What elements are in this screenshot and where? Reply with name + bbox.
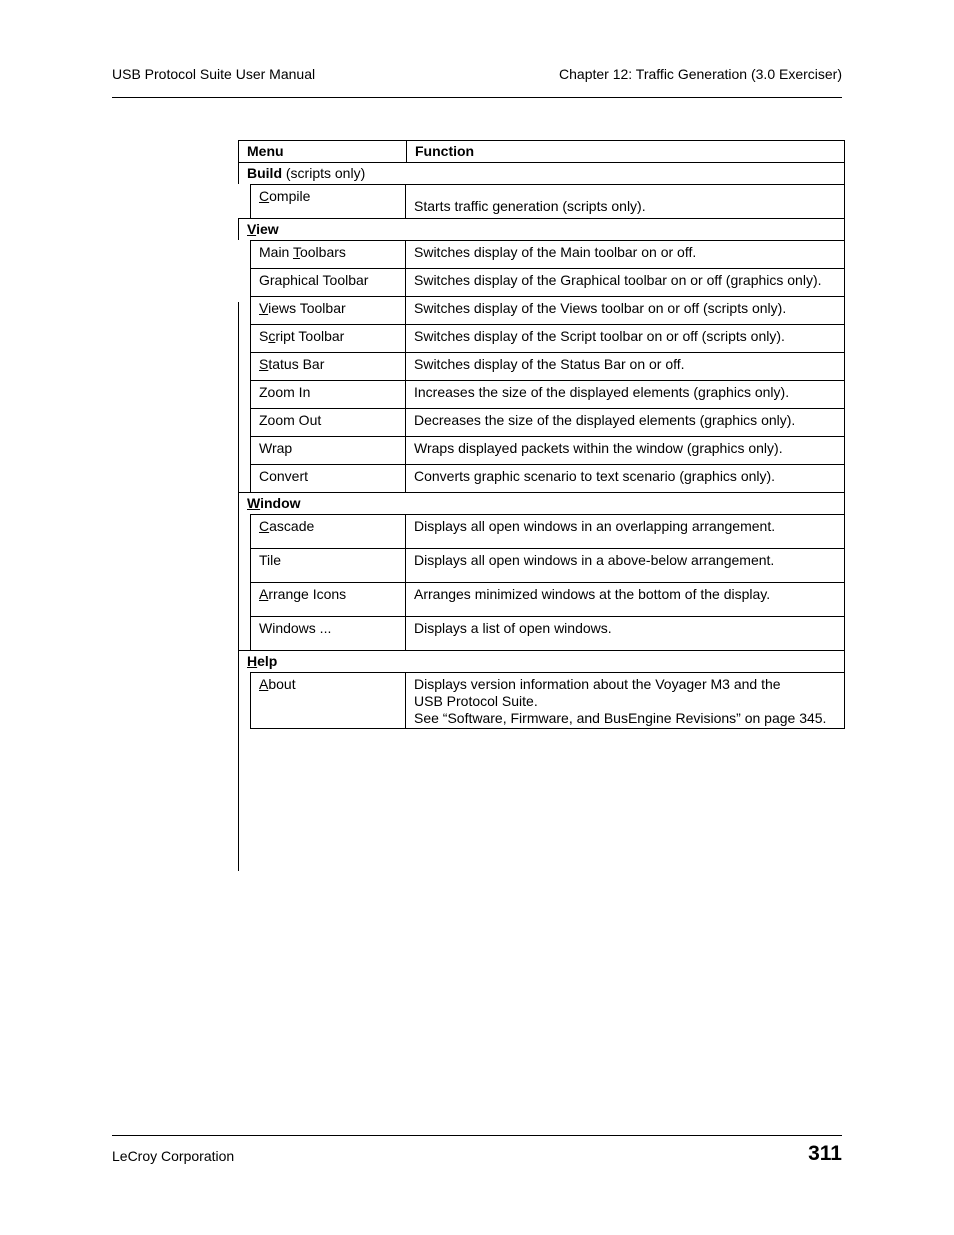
- menu-label: Main Toolbars: [251, 241, 406, 268]
- mnemonic: C: [259, 188, 270, 204]
- menu-item-script-toolbar: [250, 324, 845, 352]
- menu-item-tile: [250, 548, 845, 582]
- section-help: [238, 650, 845, 672]
- menu-label: About: [251, 673, 406, 728]
- chapter-title: Chapter 12: Traffic Generation (3.0 Exerciser): [559, 66, 842, 82]
- menu-label: Arrange Icons: [251, 583, 406, 616]
- menu-label: Convert: [251, 465, 406, 492]
- manual-title: USB Protocol Suite User Manual: [112, 66, 316, 82]
- menu-function: Switches display of the Main toolbar on or off.: [414, 244, 697, 260]
- menu-function: Switches display of the Views toolbar on or off (scripts only).: [414, 300, 787, 316]
- menu-function: Displays a list of open windows.: [414, 620, 612, 636]
- menu-function: Displays all open windows in a above-below arrangement.: [414, 552, 775, 568]
- section-title: Help: [247, 653, 278, 669]
- function-line: USB Protocol Suite.: [414, 693, 538, 709]
- menu-function-table: [238, 140, 845, 729]
- menu-item-views-toolbar: [250, 296, 845, 324]
- menu-label: Compile: [251, 185, 406, 218]
- footer-divider: [112, 1135, 842, 1136]
- menu-label: Views Toolbar: [251, 297, 406, 324]
- section-view: [238, 218, 845, 240]
- menu-function: Arranges minimized windows at the bottom of the display.: [414, 586, 771, 602]
- page-number: 311: [808, 1142, 842, 1165]
- menu-item-graphical-toolbar: [250, 268, 845, 296]
- menu-label: Status Bar: [251, 353, 406, 380]
- menu-item-zoom-in: [250, 380, 845, 408]
- section-build: [238, 162, 845, 184]
- running-header: [112, 66, 842, 84]
- section-title: Window: [247, 495, 301, 511]
- header-divider: [112, 97, 842, 98]
- menu-function: Switches display of the Graphical toolbar on or off (graphics only).: [414, 272, 822, 288]
- menu-label: Zoom In: [251, 381, 406, 408]
- menu-label: Script Toolbar: [251, 325, 406, 352]
- menu-function: Switches display of the Script toolbar on or off (scripts only).: [414, 328, 785, 344]
- company-name: LeCroy Corporation: [112, 1148, 235, 1164]
- section-window: [238, 492, 845, 514]
- menu-label: Graphical Toolbar: [251, 269, 406, 296]
- menu-function: Decreases the size of the displayed elements (graphics only).: [414, 412, 796, 428]
- menu-label: Wrap: [251, 437, 406, 464]
- menu-function: Displays all open windows in an overlapping arrangement.: [414, 518, 776, 534]
- menu-label: Cascade: [251, 515, 406, 548]
- table-header-row: [238, 140, 845, 162]
- menu-function: [406, 673, 844, 728]
- menu-label: Zoom Out: [251, 409, 406, 436]
- function-line: See “Software, Firmware, and BusEngine Revisions” on page 345.: [414, 710, 827, 726]
- menu-item-convert: [250, 464, 845, 492]
- menu-function: Converts graphic scenario to text scenario (graphics only).: [414, 468, 776, 484]
- menu-function: Wraps displayed packets within the window (graphics only).: [414, 440, 783, 456]
- function-line: Displays version information about the Voyager M3 and the: [414, 676, 781, 692]
- menu-item-main-toolbars: [250, 240, 845, 268]
- header-function: Function: [415, 143, 475, 159]
- menu-label: Tile: [251, 549, 406, 582]
- menu-function: Increases the size of the displayed elements (graphics only).: [414, 384, 790, 400]
- menu-item-about: [250, 672, 845, 729]
- menu-item-zoom-out: [250, 408, 845, 436]
- menu-function: Starts traffic generation (scripts only).: [414, 198, 646, 214]
- table-left-rule: [238, 302, 239, 871]
- menu-item-wrap: [250, 436, 845, 464]
- header-menu: Menu: [239, 141, 407, 162]
- menu-item-arrange-icons: [250, 582, 845, 616]
- menu-item-cascade: [250, 514, 845, 548]
- section-title-suffix: (scripts only): [282, 165, 366, 181]
- menu-item-windows-list: [250, 616, 845, 650]
- menu-function: Switches display of the Status Bar on or off.: [414, 356, 685, 372]
- menu-item-compile: [250, 184, 845, 218]
- menu-label: Windows ...: [251, 617, 406, 650]
- menu-item-status-bar: [250, 352, 845, 380]
- section-title: Build: [247, 165, 282, 181]
- section-title: View: [247, 221, 279, 237]
